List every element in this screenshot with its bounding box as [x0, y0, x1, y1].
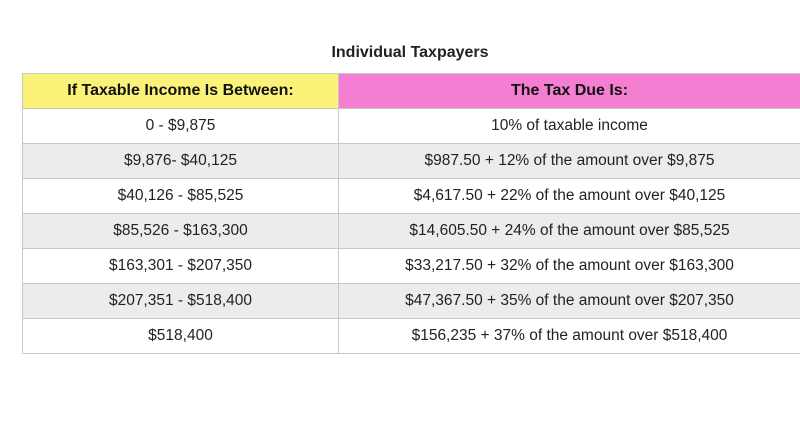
tax-due-cell: $14,605.50 + 24% of the amount over $85,525 [339, 214, 800, 249]
tax-due-cell: 10% of taxable income [339, 109, 800, 144]
table-row [23, 284, 800, 319]
table-row [23, 249, 800, 284]
header-row [23, 74, 800, 109]
header-tax-due: The Tax Due Is: [339, 74, 800, 109]
income-range-cell: $518,400 [23, 319, 339, 354]
tax-due-cell: $4,617.50 + 22% of the amount over $40,125 [339, 179, 800, 214]
income-range-cell: $207,351 - $518,400 [23, 284, 339, 319]
tax-due-cell: $47,367.50 + 35% of the amount over $207,350 [339, 284, 800, 319]
tax-bracket-table [22, 73, 800, 354]
header-taxable-income: If Taxable Income Is Between: [23, 74, 339, 109]
income-range-cell: 0 - $9,875 [23, 109, 339, 144]
table-body [23, 109, 800, 354]
table-row [23, 179, 800, 214]
income-range-cell: $9,876- $40,125 [23, 144, 339, 179]
table-row [23, 109, 800, 144]
tax-due-cell: $987.50 + 12% of the amount over $9,875 [339, 144, 800, 179]
tax-due-cell: $156,235 + 37% of the amount over $518,400 [339, 319, 800, 354]
table-header [23, 74, 800, 109]
table-title: Individual Taxpayers [331, 44, 489, 61]
income-range-cell: $40,126 - $85,525 [23, 179, 339, 214]
table-row [23, 319, 800, 354]
tax-due-cell: $33,217.50 + 32% of the amount over $163,300 [339, 249, 800, 284]
income-range-cell: $163,301 - $207,350 [23, 249, 339, 284]
table-row [23, 214, 800, 249]
table-row [23, 144, 800, 179]
income-range-cell: $85,526 - $163,300 [23, 214, 339, 249]
